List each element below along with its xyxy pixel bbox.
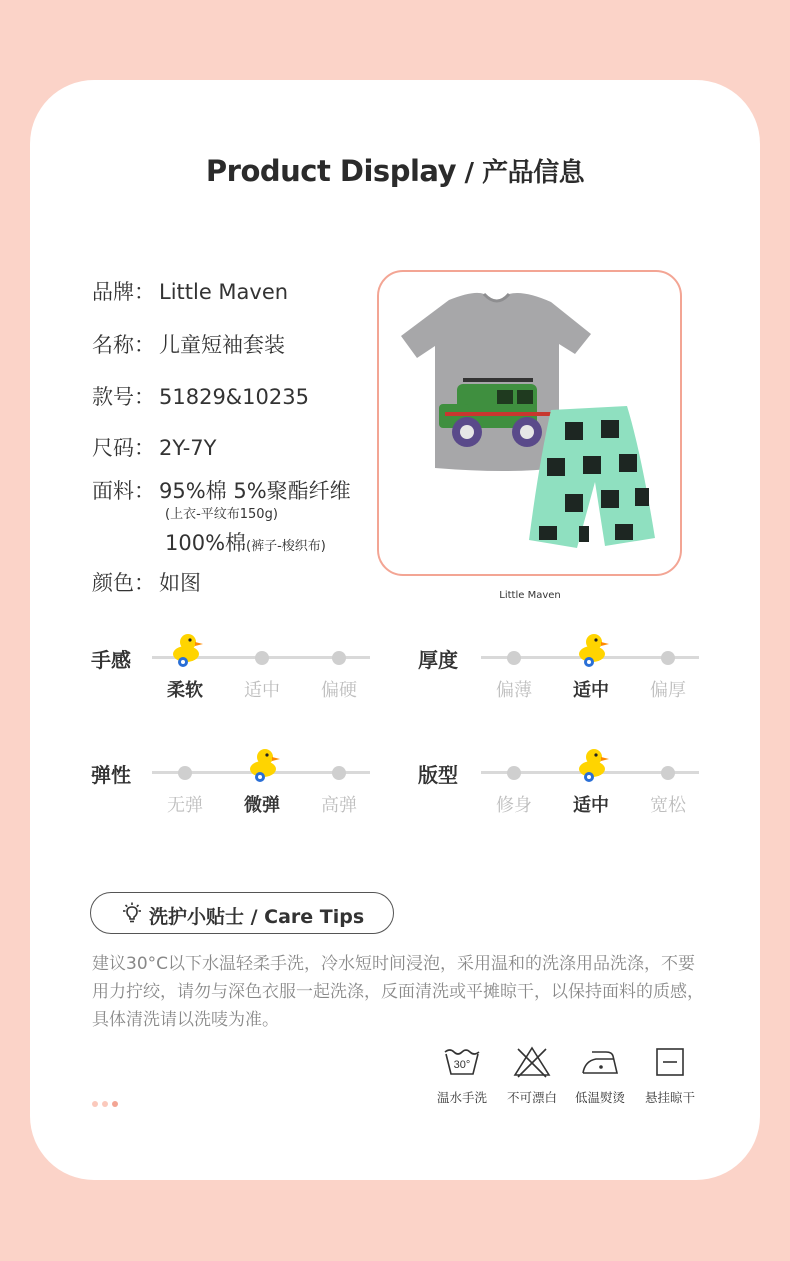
title-chinese: 产品信息 bbox=[482, 158, 585, 188]
low-iron-icon bbox=[580, 1046, 620, 1078]
spec-name bbox=[92, 329, 285, 359]
care-item-hand-wash bbox=[427, 1046, 497, 1106]
title-separator: / bbox=[455, 158, 483, 188]
scale-label: 厚度 bbox=[418, 648, 458, 672]
spec-value: Little Maven bbox=[159, 280, 289, 304]
lightbulb-icon bbox=[121, 902, 143, 924]
no-bleach-icon bbox=[512, 1046, 552, 1078]
scale-dot bbox=[661, 651, 675, 665]
spec-value: 95%棉 5%聚酯纤维 bbox=[159, 479, 351, 503]
care-caption: 悬挂晾干 bbox=[644, 1090, 695, 1105]
page-title bbox=[0, 152, 790, 189]
page-dot bbox=[92, 1101, 98, 1107]
spec-label: 尺码： bbox=[92, 436, 155, 460]
scale-option: 适中 bbox=[573, 795, 609, 816]
product-photo bbox=[377, 270, 682, 576]
scale-option: 无弹 bbox=[167, 795, 203, 816]
care-item-no-bleach bbox=[497, 1046, 567, 1106]
scale-label: 手感 bbox=[91, 648, 131, 672]
scale-dot bbox=[332, 766, 346, 780]
scale-option: 宽松 bbox=[650, 795, 686, 816]
scale-label: 版型 bbox=[418, 763, 458, 787]
care-item-low-iron bbox=[565, 1046, 635, 1106]
fabric-note-top: (上衣-平纹布150g) bbox=[165, 507, 278, 522]
scale-dot bbox=[255, 651, 269, 665]
spec-brand bbox=[92, 276, 288, 306]
spec-color bbox=[92, 567, 201, 597]
spec-value: 如图 bbox=[159, 571, 201, 595]
duck-marker-icon bbox=[244, 745, 284, 785]
spec-label: 品牌： bbox=[92, 280, 155, 304]
care-caption: 温水手洗 bbox=[436, 1090, 487, 1105]
title-english: Product Display bbox=[205, 154, 456, 188]
scale-option: 偏硬 bbox=[321, 680, 357, 701]
page-dot bbox=[102, 1101, 108, 1107]
hang-dry-icon bbox=[650, 1046, 690, 1078]
hand-wash-icon bbox=[442, 1046, 482, 1078]
scale-option: 适中 bbox=[573, 680, 609, 701]
spec-value: 2Y-7Y bbox=[159, 436, 217, 460]
spec-label: 面料： bbox=[92, 479, 155, 503]
scale-dot bbox=[178, 766, 192, 780]
spec-label: 名称： bbox=[92, 333, 155, 357]
care-item-hang-dry bbox=[635, 1046, 705, 1106]
spec-fabric-2 bbox=[165, 527, 326, 557]
spec-label: 款号： bbox=[92, 385, 155, 409]
spec-size bbox=[92, 432, 216, 462]
wash-temp-label: 30° bbox=[453, 1059, 471, 1071]
scale-option: 偏厚 bbox=[650, 680, 686, 701]
scale-option: 柔软 bbox=[167, 680, 203, 701]
spec-value: 儿童短袖套装 bbox=[159, 333, 285, 357]
spec-fabric bbox=[92, 475, 351, 505]
spec-label: 颜色： bbox=[92, 571, 155, 595]
scale-dot bbox=[332, 651, 346, 665]
scale-option: 适中 bbox=[244, 680, 280, 701]
spec-value: 100%棉 bbox=[165, 531, 247, 555]
spec-style-no bbox=[92, 381, 309, 411]
duck-marker-icon bbox=[167, 630, 207, 670]
scale-option: 修身 bbox=[496, 795, 532, 816]
scale-label: 弹性 bbox=[91, 763, 131, 787]
scale-option: 微弹 bbox=[244, 795, 280, 816]
care-tips-pill bbox=[90, 892, 394, 934]
scale-option: 偏薄 bbox=[496, 680, 532, 701]
care-instructions: 建议30°C以下水温轻柔手洗，冷水短时间浸泡，采用温和的洗涤用品洗涤，不要用力拧绞，请勿与深色衣服一起洗涤，反面清洗或平摊晾干，以保持面料的质感，具体清洗请以洗唛为准。 bbox=[92, 954, 704, 1030]
outfit-illustration bbox=[379, 272, 680, 574]
page-indicator bbox=[92, 1092, 122, 1111]
scale-dot bbox=[661, 766, 675, 780]
care-tips-title: 洗护小贴士 / Care Tips bbox=[149, 906, 365, 928]
scale-dot bbox=[507, 766, 521, 780]
scale-option: 高弹 bbox=[321, 795, 357, 816]
duck-marker-icon bbox=[573, 745, 613, 785]
care-caption: 不可漂白 bbox=[506, 1090, 557, 1105]
care-caption: 低温熨烫 bbox=[574, 1090, 625, 1105]
spec-value: 51829&10235 bbox=[159, 385, 309, 409]
duck-marker-icon bbox=[573, 630, 613, 670]
page-dot bbox=[112, 1101, 118, 1107]
photo-caption: Little Maven bbox=[499, 590, 561, 601]
fabric-note-pants: (裤子-梭织布) bbox=[246, 539, 326, 554]
scale-dot bbox=[507, 651, 521, 665]
